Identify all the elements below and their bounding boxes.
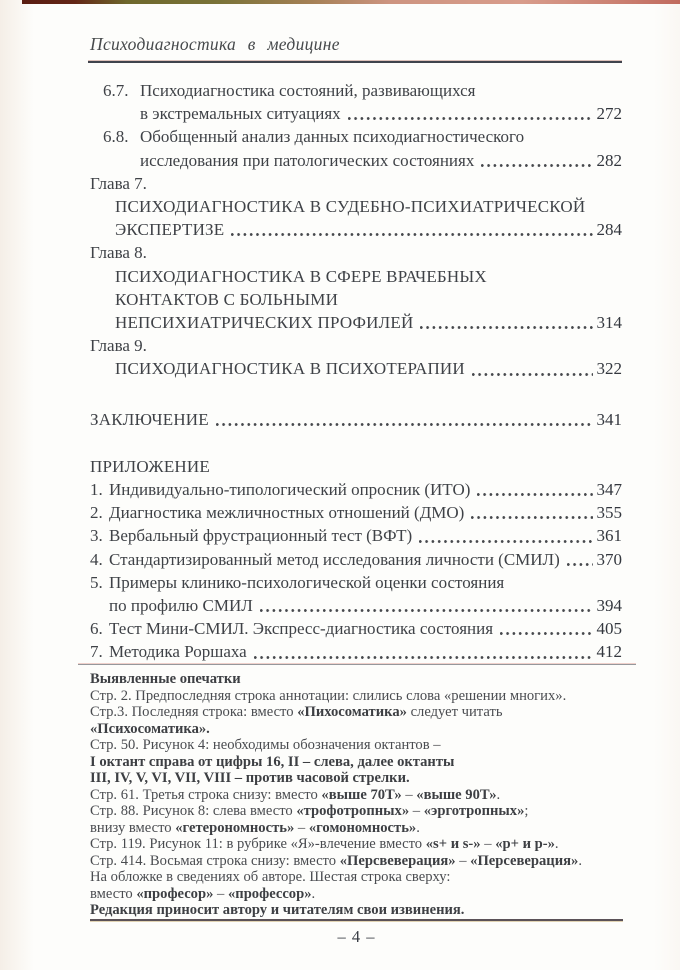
dot-leader — [470, 501, 593, 524]
toc-page-number: 272 — [596, 104, 622, 124]
toc-entry-number: 5. — [90, 572, 103, 592]
toc-entry-text: Диагностика межличностных отношений (ДМО) — [109, 503, 465, 523]
toc-entry-text: Психодиагностика состояний, развивающихся — [140, 81, 476, 100]
errata-line: На обложке в сведениях об авторе. Шестая строка сверху: — [90, 869, 451, 885]
toc-appendix-item-5-wrap — [90, 594, 622, 617]
toc-entry-number: 1. — [90, 480, 103, 500]
errata-title: Выявленные опечатки — [90, 671, 241, 687]
errata-line: I октант справа от цифры 16, II – слева, далее октанты — [90, 753, 455, 770]
toc-page-number: 341 — [596, 409, 622, 429]
toc-entry-number: 7. — [90, 642, 103, 662]
dot-leader — [259, 594, 594, 617]
toc-entry-text: по профилю СМИЛ — [109, 596, 253, 616]
dot-leader — [476, 478, 593, 501]
toc-appendix-title: ПРИЛОЖЕНИЕ — [90, 456, 210, 476]
toc-entry-text: Примеры клинико-психологической оценки состояния — [109, 572, 505, 592]
toc-entry-text: исследования при патологических состояниях — [140, 150, 475, 170]
errata-line: Стр. 50. Рисунок 4: необходимы обозначения октантов – — [90, 737, 441, 753]
errata-line: Стр. 414. Восьмая строка снизу: вместо «Персвеверация» – «Персеверация». — [90, 852, 582, 869]
errata-line: Стр. 61. Третья строка снизу: вместо «выше 70Т» – «выше 90Т». — [90, 786, 501, 803]
toc-page-number: 361 — [596, 526, 622, 546]
header-rule — [88, 61, 622, 63]
toc-chapter-9-title-end — [90, 357, 622, 380]
toc-page-number: 405 — [596, 619, 622, 639]
toc-page-number: 322 — [596, 359, 622, 379]
errata-line: Стр. 119. Рисунок 11: в рубрике «Я»-влечение вместо «s+ и s-» – «p+ и p-». — [90, 836, 559, 852]
toc-entry-6-8-wrap — [90, 149, 622, 172]
toc-appendix-item-3 — [90, 524, 622, 547]
dot-leader — [480, 149, 593, 172]
toc-entry-text: Обобщенный анализ данных психодиагностического — [140, 127, 525, 147]
toc-conclusion — [90, 408, 622, 431]
toc-entry-6-7 — [90, 79, 622, 102]
toc-appendix-item-4 — [90, 548, 622, 571]
errata-line: Стр. 2. Предпоследняя строка аннотации: слились слова «решении многих». — [90, 687, 567, 704]
dot-leader — [230, 218, 593, 241]
footer-rule — [90, 919, 623, 921]
toc-page-number: 314 — [596, 313, 622, 333]
toc-page-number: 282 — [596, 150, 622, 170]
errata-divider-rule — [78, 664, 636, 665]
toc-entry-text: Вербальный фрустрационный тест (ВФТ) — [109, 526, 413, 546]
dot-leader — [253, 640, 594, 663]
toc-entry-number: 2. — [90, 503, 103, 523]
toc-entry-text: в экстремальных ситуациях — [140, 104, 341, 124]
errata-line: вместо «професор» – «профессор». — [90, 885, 316, 902]
toc-appendix-item-6 — [90, 617, 622, 640]
toc-appendix-item-2 — [90, 501, 622, 524]
dot-leader — [418, 524, 593, 547]
toc-entry-6-7-wrap — [90, 102, 622, 125]
toc-appendix-item-1 — [90, 478, 622, 501]
errata-line: Стр. 88. Рисунок 8: слева вместо «трофотропных» – «эрготропных»; — [90, 803, 529, 819]
errata-line: «Психосоматика». — [90, 720, 210, 737]
toc-page-number: 370 — [596, 549, 622, 569]
table-of-contents — [90, 79, 622, 664]
toc-page-number: 394 — [596, 596, 622, 616]
errata-apology-line: Редакция приносит автору и читателям свои извинения. — [90, 902, 465, 918]
toc-chapter-8-title2 — [90, 288, 622, 311]
toc-page-number: 412 — [596, 642, 622, 662]
toc-entry-text: Методика Роршаха — [109, 642, 247, 662]
dot-leader — [566, 548, 594, 571]
toc-chapter-7-title — [90, 195, 622, 218]
errata-line: Стр.3. Последняя строка: вместо «Пихосоматика» следует читать — [90, 704, 503, 720]
dot-leader — [215, 408, 594, 431]
dot-leader — [347, 102, 594, 125]
toc-entry-number: 4. — [90, 549, 103, 569]
toc-entry-text: ПСИХОДИАГНОСТИКА В СУДЕБНО-ПСИХИАТРИЧЕСКОЙ — [115, 197, 586, 217]
toc-appendix-item-5 — [90, 571, 622, 594]
toc-entry-number: 6.8. — [103, 127, 129, 147]
dot-leader — [419, 311, 593, 334]
toc-entry-text: ПСИХОДИАГНОСТИКА В СФЕРЕ ВРАЧЕБНЫХ — [115, 266, 487, 286]
toc-entry-text: ПСИХОДИАГНОСТИКА В ПСИХОТЕРАПИИ — [115, 359, 465, 379]
toc-entry-text: Тест Мини-СМИЛ. Экспресс-диагностика состояния — [109, 619, 494, 639]
toc-page-number: 284 — [596, 220, 622, 240]
toc-chapter-8-title — [90, 265, 622, 288]
toc-entry-number: 6. — [90, 619, 103, 639]
running-header: Психодиагностика в медицине — [90, 34, 340, 54]
toc-chapter-7-title-end — [90, 218, 622, 241]
toc-chapter-7-caption: Глава 7. — [90, 173, 147, 193]
dot-leader — [471, 357, 594, 380]
scan-edge-strip — [22, 0, 680, 4]
errata-line: внизу вместо «гетерономность» – «гомономность». — [90, 819, 420, 836]
toc-entry-6-8 — [90, 125, 622, 148]
toc-entry-text: Стандартизированный метод исследования личности (СМИЛ) — [109, 549, 560, 569]
toc-chapter-8-title-end — [90, 311, 622, 334]
toc-chapter-8-caption: Глава 8. — [90, 243, 147, 263]
toc-entry-number: 6.7. — [103, 81, 129, 100]
toc-appendix-item-7 — [90, 640, 622, 663]
toc-entry-text: ЭКСПЕРТИЗЕ — [115, 220, 225, 240]
toc-entry-text: КОНТАКТОВ С БОЛЬНЫМИ — [115, 289, 339, 309]
toc-entry-text: НЕПСИХИАТРИЧЕСКИХ ПРОФИЛЕЙ — [115, 313, 414, 333]
toc-page-number: 355 — [596, 503, 622, 523]
toc-page-number: 347 — [596, 480, 622, 500]
page-number: – 4 – — [337, 927, 376, 946]
errata-section — [90, 671, 636, 919]
toc-entry-number: 3. — [90, 526, 103, 546]
toc-entry-text: Индивидуально-типологический опросник (ИТО) — [109, 480, 471, 500]
dot-leader — [499, 617, 593, 640]
toc-entry-text: ЗАКЛЮЧЕНИЕ — [90, 409, 209, 429]
errata-line: III, IV, V, VI, VII, VIII – против часовой стрелки. — [90, 770, 410, 786]
toc-chapter-9-caption: Глава 9. — [90, 336, 147, 356]
